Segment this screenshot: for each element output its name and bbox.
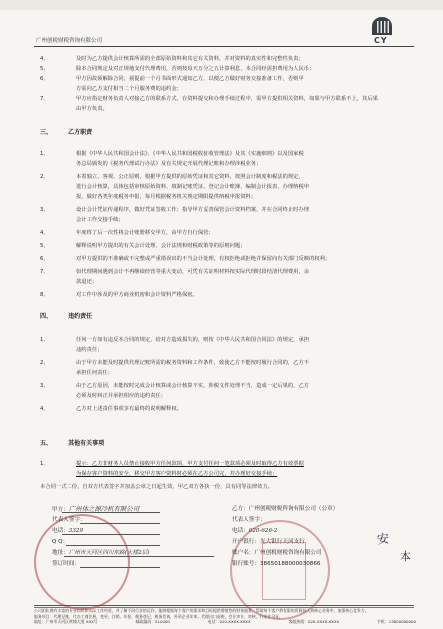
party-a-name: 广州体之源冷机有限公司 <box>68 505 140 513</box>
item-text: 根据《中华人民共和国会计法》、《中华人民共和国税收征收管理法》及其《实施细则》以及国家税 <box>76 151 304 157</box>
party-a-tel: 3329 <box>68 528 84 534</box>
item-text: 甲方因故须解除合同，须提前一个月书面形式通知乙方，以便乙方做好财务交接准备工作，否则甲 <box>76 76 304 82</box>
footer-tel: 电话：020-XXXX-XXXX <box>207 619 251 625</box>
breach-clauses <box>40 336 412 426</box>
item-text: 甲方应指定财务负责人对接乙方的联系方式，在资料提交和办理手续过程中，需甲方提供相关资料，如果与甲方联系不上，其后果 <box>76 96 378 102</box>
item-text: 会计工作交接手续； <box>76 217 124 223</box>
field-label: 开户银行： <box>232 539 260 545</box>
party-b-bank: 光大银行天河支行 <box>259 539 305 545</box>
party-b-acctno-field <box>232 559 321 567</box>
item-number: 6、 <box>40 256 49 262</box>
field-label: 账户名： <box>232 550 255 556</box>
item-number: 3、 <box>40 383 49 389</box>
field-label: 乙方： <box>232 506 249 512</box>
underline <box>66 545 160 546</box>
header-company-name: 广州创税财税咨询有限公司 <box>36 38 103 44</box>
item-text: 由甲方负责。 <box>76 106 108 112</box>
party-a-address: 广州市天河区四川东路(大楼2层) <box>68 550 150 556</box>
section-title: 其他有关事项 <box>68 440 105 447</box>
section-number: 四、 <box>40 313 53 320</box>
item-number: 5、 <box>40 66 49 72</box>
party-a-date-field <box>52 559 80 567</box>
handwritten-signature: 安 <box>376 531 390 547</box>
footer-rule <box>34 605 414 606</box>
item-text: 款退还； <box>76 279 98 285</box>
section-b-heading <box>40 127 92 136</box>
top-edge <box>0 0 443 10</box>
closing-text: 本合同一式二份，自双方代表签字并加盖公章之日起生效，甲乙双方各执一份，具有同等法律效力。 <box>40 484 274 490</box>
item-number: 2、 <box>40 174 49 180</box>
party-b-tel-field <box>232 526 278 534</box>
closing-clause <box>40 483 412 491</box>
field-label: 代表人签字： <box>232 517 266 523</box>
party-b-tel: 020-626-2 <box>248 528 278 534</box>
section-d-heading <box>40 438 104 447</box>
underline <box>64 556 214 557</box>
party-b-name-field <box>232 504 338 512</box>
footer-intro: 公司团队拥有丰富的专业知识和实际工作经验，并了解不同行业的运作，能够根据每个客户的需求和目标提供增值性的财务服务，帮助每个客户将有限的资源投入到核心业务中，加强核心竞争力。 <box>34 608 369 613</box>
field-label: 电话： <box>52 528 69 534</box>
party-b-account-number: 38650188000030866 <box>259 561 321 567</box>
item-number: 1、 <box>40 337 49 343</box>
section-title: 违约责任 <box>68 313 93 320</box>
section-title: 乙方职责 <box>68 129 93 136</box>
footer <box>34 608 416 625</box>
company-logo <box>360 14 404 50</box>
item-number: 1、 <box>40 461 49 467</box>
footer-hotline: 客服热线：020-XXXX-XXXX <box>288 619 340 625</box>
item-text: 承担任何责任； <box>76 370 114 376</box>
item-text: 由于甲方未能及时提供代理记账所需的税务资料和工作条件，致使乙方不能按时履行合同的，乙方不 <box>76 360 310 366</box>
handwritten-signature: 本 <box>400 550 411 563</box>
section-number: 五、 <box>40 440 53 447</box>
header-rule <box>34 46 414 47</box>
item-text: 设计会计凭证传递程序，做好凭证签收工作；指导甲方妥善保管会计资料档案，并在合同终止时办理 <box>76 207 310 213</box>
item-text: 除本合同规定及对正规地支付代理费用，否则按每天万分之五计算利息，本合同经需担费用为人民币； <box>76 66 315 72</box>
underline <box>62 534 160 535</box>
item-text: 任何一方如有违反本合同的规定，给对方造成损失的，则按《中华人民共和国合同法》的规定，承担 <box>76 337 310 343</box>
party-b-rep-field <box>232 515 266 523</box>
party-b-name: 广州创税财税咨询有限公司（公章） <box>248 506 339 512</box>
underline <box>62 512 160 513</box>
item-text: 违约责任； <box>76 347 103 353</box>
item-text: 必须及时纠正并承担相应的违约责任； <box>76 393 167 399</box>
item-number: 3、 <box>40 207 49 213</box>
field-label: 银行账号： <box>232 561 260 567</box>
item-text: 对工作中涉及的甲方商业机密和会计资料严格保密。 <box>76 292 198 298</box>
item-number: 7、 <box>40 269 49 275</box>
item-text: 为保存客户资料的安全，移交甲方客户资料时必须在乙方公司完，并办理好交接手续； <box>76 471 278 477</box>
item-text: 如代理期间遇到会计不再继续经营等重大变动，可凭有关证明材料按实际代理时段结清代理费用，余 <box>76 269 310 275</box>
item-text: 进行会计核算，具体包括审核原始资料、填制记账凭证、登记会计账簿、编制会计报表、办理纳税申 <box>76 184 310 190</box>
item-text: 乙方对上述责任事项享有最终的说明解释权。 <box>76 406 182 412</box>
item-text: 及时为乙方提供会计核算所需的全部原始资料和其它有关资料，并对资料的真实性和完整性负责； <box>76 56 304 62</box>
field-label: Q Q： <box>52 539 69 545</box>
item-number: 4、 <box>40 56 49 62</box>
item-text: 报，做好各类年度税务申报，每月根据税务机关规定期限提供纳税申报资料； <box>76 194 257 200</box>
field-label: 签订时间： <box>52 561 80 567</box>
item-number: 8、 <box>40 292 49 298</box>
item-number: 4、 <box>40 406 49 412</box>
footer-address: 地址：广州市天河区黄埔大道 XXX号 <box>34 619 98 625</box>
party-a-rep-field <box>52 515 86 523</box>
party-a-tel-field <box>52 526 83 534</box>
item-text: 方需向乙方支付相当二个月服务费的违约金； <box>76 86 182 92</box>
item-text: 由于乙方原因，未能按时完成会计核算或会计核算不实，涉税文件处理不当，造成一定后果的，乙方 <box>76 383 310 389</box>
item-text: 务总局颁发的《税务代理试行办法》及有关规定开展代理记账和办理涉税业务； <box>76 161 262 167</box>
footer-mobile: 手机：13800000000 <box>377 619 416 625</box>
building-icon <box>372 17 392 35</box>
field-label: 电话： <box>232 528 249 534</box>
field-label: 代表人签字： <box>52 517 86 523</box>
footer-postcode: 邮政编码：510000 <box>135 619 170 625</box>
other-matters <box>40 460 412 484</box>
party-a-qq-field <box>52 537 68 545</box>
party-a-duties <box>40 55 412 111</box>
item-text: 本着独立、客观、公正原则，根据甲方提供的原始凭证和其它资料，按照会计制度和税法的规定， <box>76 174 304 180</box>
party-b-duties <box>40 150 412 330</box>
item-number: 4、 <box>40 230 49 236</box>
item-text: 解释说明甲方提出的有关会计处理、会计法规和财税政策等的原则问题； <box>76 243 246 249</box>
section-c-heading <box>40 311 92 320</box>
footer-services: 服务项目：代理记账，代办工商注册，变更，注销，年检，税务登记，税务咨询，外资企业年审。代理出口退税，会计审计，审核，行业许可证， <box>34 613 283 619</box>
item-text: 对甲方提供的不准确或不完整或严重错误出的不当会计处理，有权拒绝或拒绝并保留向有关部门反映的权利； <box>76 256 331 262</box>
underline <box>80 567 160 568</box>
item-number: 7、 <box>40 96 49 102</box>
underline <box>80 523 160 524</box>
footer-contact <box>34 619 416 625</box>
section-number: 三、 <box>40 129 53 136</box>
field-label: 地址： <box>52 550 69 556</box>
party-b-bank-field <box>232 537 305 545</box>
party-a-address-field <box>52 548 149 556</box>
item-number: 6、 <box>40 76 49 82</box>
item-number: 2、 <box>40 360 49 366</box>
item-number: 5、 <box>40 243 49 249</box>
item-number: 1、 <box>40 151 49 157</box>
field-label: 甲方： <box>52 507 69 513</box>
item-text: 年度终了后一次性将会计账册移交甲方，由甲方自行保管； <box>76 230 214 236</box>
party-b-account-field <box>232 548 322 556</box>
logo-text: CY <box>374 36 388 45</box>
item-text: 提示：乙方非财务人员禁止接收甲方任何款项，甲方支付任何一笔款项必须及时取得乙方有效票据 <box>76 461 304 467</box>
party-b-account-name: 广州创税财税咨询有限公司 <box>254 550 322 556</box>
